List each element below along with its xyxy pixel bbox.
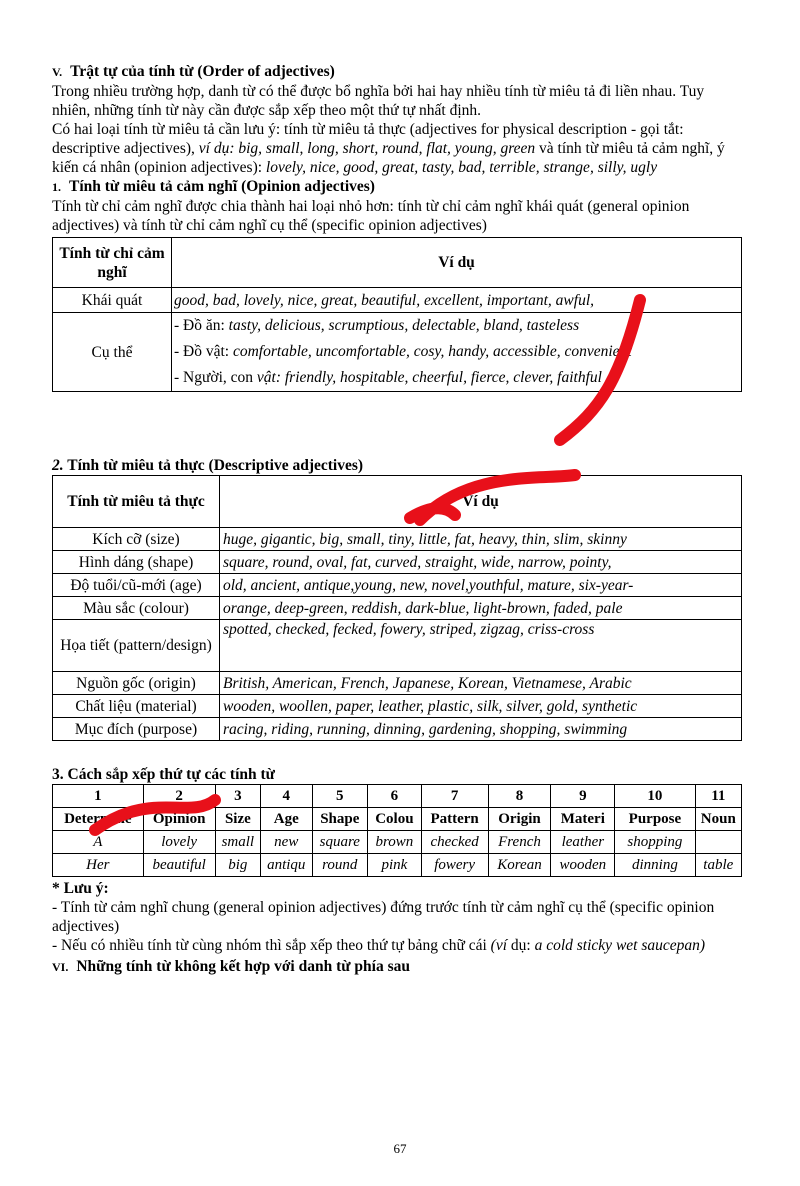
section-vi-number: VI.	[52, 960, 69, 974]
table2-label: Hình dáng (shape)	[53, 551, 220, 574]
table1-specific-label: Cụ thể	[53, 313, 172, 392]
table3-cell: square	[312, 831, 368, 854]
section-v-title: Trật tự của tính từ (Order of adjectives)	[70, 63, 335, 80]
table2-examples: wooden, woollen, paper, leather, plastic, silk, silver, gold, synthetic	[220, 695, 742, 718]
note-2-example: a cold sticky wet saucepan)	[534, 937, 706, 954]
table3-cell: fowery	[421, 854, 488, 877]
sub1-number: 1.	[52, 180, 61, 194]
table3-cell: Materi	[551, 808, 615, 831]
note-2-vi: (ví	[490, 937, 508, 954]
table2-examples: huge, gigantic, big, small, tiny, little, fat, heavy, thin, slim, skinny	[220, 528, 742, 551]
table3-cell: leather	[551, 831, 615, 854]
table3-cell: Size	[215, 808, 260, 831]
table3-cell: 2	[143, 785, 215, 808]
table2-label: Chất liệu (material)	[53, 695, 220, 718]
table3-cell: shopping	[615, 831, 695, 854]
sub2-title: Tính từ miêu tả thực (Descriptive adjectives)	[67, 457, 364, 474]
table1-specific-row	[174, 313, 738, 339]
table3-cell: 11	[695, 785, 741, 808]
table3-cell: Colou	[368, 808, 422, 831]
table3-cell: Shape	[312, 808, 368, 831]
notes-title: * Lưu ý:	[52, 880, 109, 897]
sub1-heading	[52, 177, 742, 197]
table3-cell: French	[488, 831, 551, 854]
table1-header-type: Tính từ chỉ cảm nghĩ	[53, 238, 172, 288]
table3-example-row	[53, 854, 742, 877]
section-vi-title: Những tính từ không kết hợp với danh từ phía sau	[76, 958, 411, 975]
table3-cell: Age	[261, 808, 312, 831]
descriptive-adjectives-table	[52, 475, 742, 741]
table3-cell: 6	[368, 785, 422, 808]
intro-paragraph-1: Trong nhiều trường hợp, danh từ có thể được bổ nghĩa bởi hai hay nhiều tính từ miêu tả đi liền nhau. Tuy nhiên, những tính từ này cần được sắp xếp theo một thứ tự nhất định.	[52, 83, 705, 119]
table3-cell: 3	[215, 785, 260, 808]
page-content	[52, 62, 742, 977]
table3-cell: Noun	[695, 808, 741, 831]
adjective-order-table	[52, 784, 742, 877]
table2-label: Mục đích (purpose)	[53, 718, 220, 741]
table3-cell: 1	[53, 785, 144, 808]
table2-examples: square, round, oval, fat, curved, straight, wide, narrow, pointy,	[220, 551, 742, 574]
table1-specific-list: comfortable, uncomfortable, cosy, handy, accessible, convenient	[232, 343, 632, 360]
table1-specific-list: tasty, delicious, scrumptious, delectable, bland, tasteless	[228, 317, 580, 334]
table3-cell: Pattern	[421, 808, 488, 831]
table3-number-row	[53, 785, 742, 808]
intro-examples-descriptive: ví dụ: big, small, long, short, round, flat, young, green	[198, 140, 536, 157]
table1-general-examples: good, bad, lovely, nice, great, beautiful, excellent, important, awful,	[172, 288, 742, 313]
note-2-du: dụ:	[510, 937, 531, 954]
table1-specific-prefix: - Đồ vật:	[174, 343, 230, 360]
table1-header-examples: Ví dụ	[172, 238, 742, 288]
table3-cell: beautiful	[143, 854, 215, 877]
note-2	[52, 936, 742, 955]
table2-header-type: Tính từ miêu tả thực	[53, 476, 220, 528]
table3-cell: wooden	[551, 854, 615, 877]
intro-paragraph-2	[52, 120, 742, 177]
intro-text-c: và tính từ miêu tả cảm nghĩ, ý kiến cá nhân (opinion adjectives):	[52, 140, 725, 176]
table2-examples: spotted, checked, fecked, fowery, striped, zigzag, criss-cross	[220, 620, 742, 672]
table3-cell: dinning	[615, 854, 695, 877]
table2-label: Kích cỡ (size)	[53, 528, 220, 551]
table3-cell: lovely	[143, 831, 215, 854]
table2-label: Màu sắc (colour)	[53, 597, 220, 620]
sub2-heading	[52, 456, 742, 475]
section-v-number: V.	[52, 65, 63, 79]
note-2-text: - Nếu có nhiều tính từ cùng nhóm thì sắp xếp theo thứ tự bảng chữ cái	[52, 937, 487, 954]
table3-cell: table	[695, 854, 741, 877]
table3-cell: Opinion	[143, 808, 215, 831]
table2-examples: orange, deep-green, reddish, dark-blue, light-brown, faded, pale	[220, 597, 742, 620]
table3-cell: Determine	[53, 808, 144, 831]
table3-cell: big	[215, 854, 260, 877]
table3-cell: A	[53, 831, 144, 854]
intro-text-a: Có hai loại tính từ miêu tả cần lưu ý: tính từ miêu tả thực (adjectives for physical description - gọi tắt: descriptive adjectives),	[52, 121, 684, 157]
table3-cell: 7	[421, 785, 488, 808]
table1-general-label: Khái quát	[53, 288, 172, 313]
page-number: 67	[393, 1141, 407, 1156]
table2-label: Họa tiết (pattern/design)	[53, 620, 220, 672]
table3-cell: round	[312, 854, 368, 877]
table3-cell: small	[215, 831, 260, 854]
table3-cell: brown	[368, 831, 422, 854]
table3-cell: 9	[551, 785, 615, 808]
table3-cell: 5	[312, 785, 368, 808]
table3-cell: Origin	[488, 808, 551, 831]
table2-header-examples: Ví dụ	[220, 476, 742, 528]
table3-example-row	[53, 831, 742, 854]
table3-cell	[695, 831, 741, 854]
table3-cell: 10	[615, 785, 695, 808]
sub1-description: Tính từ chỉ cảm nghĩ được chia thành hai loại nhỏ hơn: tính từ chỉ cảm nghĩ khái quát (general opinion adjectives) và tính từ chỉ cảm nghĩ cụ thể (specific opinion adjectives)	[52, 198, 690, 234]
table3-cell: Her	[53, 854, 144, 877]
sub2-number: 2.	[52, 457, 64, 474]
section-vi-heading	[52, 957, 742, 977]
table3-cell: new	[261, 831, 312, 854]
table1-specific-list: vật: friendly, hospitable, cheerful, fierce, clever, faithful	[256, 369, 602, 386]
table3-cell: 4	[261, 785, 312, 808]
table1-specific-row	[174, 339, 738, 365]
table3-header-row	[53, 808, 742, 831]
opinion-adjectives-table	[52, 237, 742, 392]
table3-cell: antiqu	[261, 854, 312, 877]
intro-examples-opinion: lovely, nice, good, great, tasty, bad, terrible, strange, silly, ugly	[265, 159, 658, 176]
table3-cell: 8	[488, 785, 551, 808]
table3-cell: pink	[368, 854, 422, 877]
table1-specific-prefix: - Người, con	[174, 369, 254, 386]
table1-specific-row	[174, 365, 738, 391]
table3-cell: Purpose	[615, 808, 695, 831]
table2-examples: British, American, French, Japanese, Korean, Vietnamese, Arabic	[220, 672, 742, 695]
note-1: - Tính từ cảm nghĩ chung (general opinion adjectives) đứng trước tính từ cảm nghĩ cụ thể (specific opinion adjectives)	[52, 899, 715, 935]
table3-cell: Korean	[488, 854, 551, 877]
table2-examples: old, ancient, antique,young, new, novel,youthful, mature, six-year-	[220, 574, 742, 597]
table2-label: Độ tuổi/cũ-mới (age)	[53, 574, 220, 597]
table2-label: Nguồn gốc (origin)	[53, 672, 220, 695]
table2-examples: racing, riding, running, dinning, gardening, shopping, swimming	[220, 718, 742, 741]
table3-cell: checked	[421, 831, 488, 854]
table1-specific-prefix: - Đồ ăn:	[174, 317, 225, 334]
sub3-heading: 3. Cách sắp xếp thứ tự các tính từ	[52, 766, 275, 783]
table1-specific-examples	[172, 313, 742, 392]
sub1-title: Tính từ miêu tả cảm nghĩ (Opinion adjectives)	[69, 178, 375, 195]
section-v-heading	[52, 62, 742, 82]
